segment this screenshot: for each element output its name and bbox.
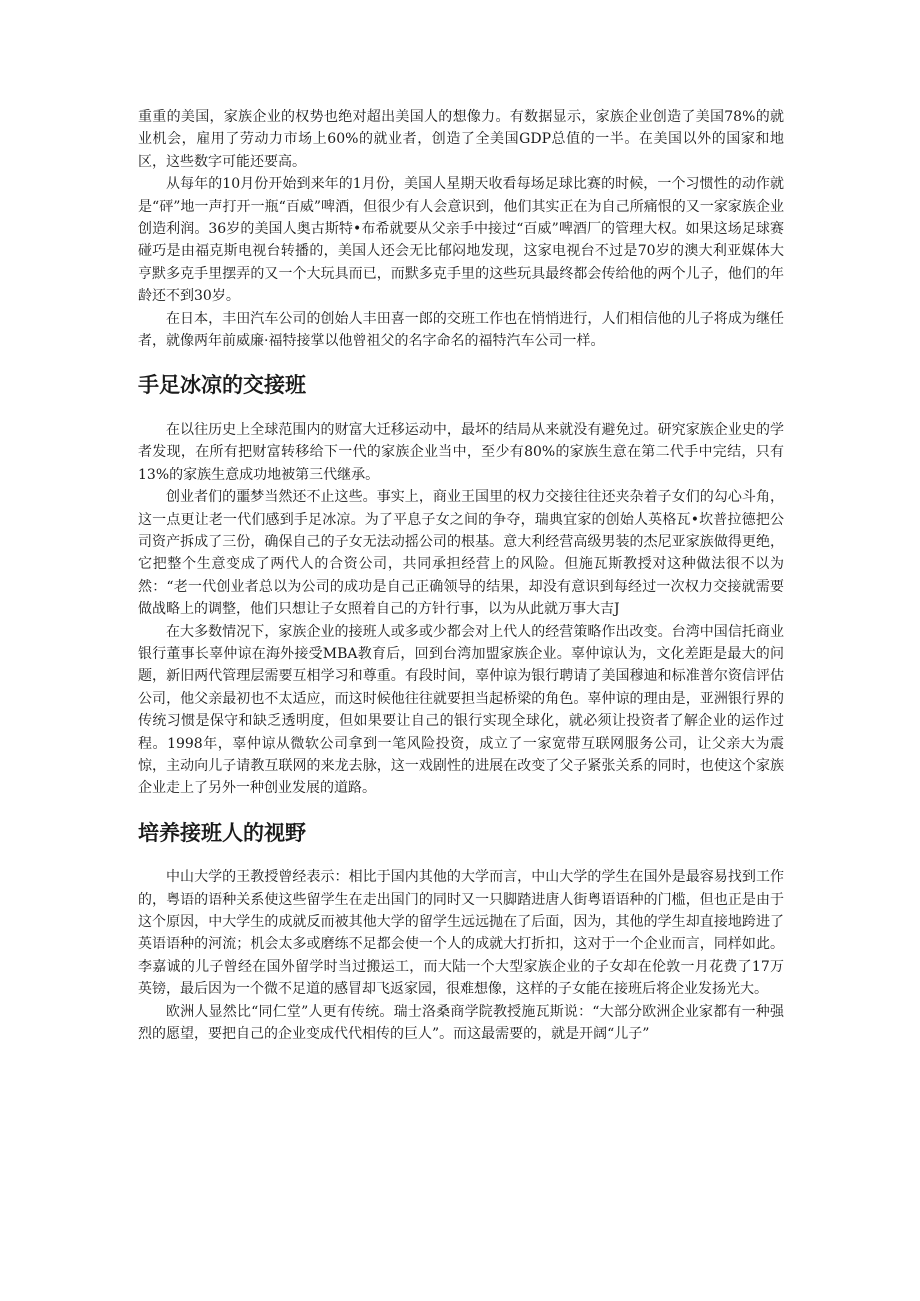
paragraph-sun-yat-sen-university: 中山大学的王教授曾经表示：相比于国内其他的大学而言，中山大学的学生在国外是最容易找到工作的，粤语的语种关系使这些留学生在走出国门的同时又一只脚踏进唐人街粤语语种的门槛，但也正是由于这个原因，中大学生的成就反而被其他大学的留学生远远抛在了后面，因为，其他的学生却直接地跨进了英语语种的河流；机会太多或磨练不足都会使一个人的成就大打折扣，这对于一个企业而言，同样如此。李嘉诚的儿子曾经在国外留学时当过搬运工，而大陆一个大型家族企业的子女却在伦敦一月花费了17万英镑，最后因为一个微不足道的感冒却飞返家园，很难想像，这样的子女能在接班后将企业发扬光大。 [138, 869, 784, 998]
paragraph-budweiser: 从每年的10月份开始到来年的1月份，美国人星期天收看每场足球比赛的时候，一个习惯性的动作就是“砰”地一声打开一瓶“百威”啤酒，但很少有人会意识到，他们其实正在为自己所痛恨的又一家家族企业创造利润。36岁的美国人奥古斯特•布希就要从父亲手中接过“百威”啤酒厂的管理大权。如果这场足球赛碰巧是由福克斯电视台转播的，美国人还会无比郁闷地发现，这家电视台不过是70岁的澳大利亚媒体大亨默多克手里摆弄的又一个大玩具而已，而默多克手里的这些玩具最终都会传给他的两个儿子，他们的年龄还不到30岁。 [138, 176, 784, 305]
paragraph-wealth-transfer: 在以往历史上全球范围内的财富大迁移运动中，最坏的结局从来就没有避免过。研究家族企业史的学者发现，在所有把财富转移给下一代的家族企业当中，至少有80%的家族生意在第二代手中完结，只有13%的家族生意成功地被第三代继承。 [138, 421, 784, 483]
section-heading-successor-vision: 培养接班人的视野 [138, 819, 306, 845]
paragraph-ctbc-bank: 在大多数情况下，家族企业的接班人或多或少都会对上代人的经营策略作出改变。台湾中国信托商业银行董事长辜仲谅在海外接受MBA教育后，回到台湾加盟家族企业。辜仲谅认为，文化差距是最大的问题，新旧两代管理层需要互相学习和尊重。有段时间，辜仲谅为银行聘请了美国穆迪和标准普尔资信评估公司，他父亲最初也不太适应，而这时候他往往就要担当起桥梁的角色。辜仲谅的理由是，亚洲银行界的传统习惯是保守和缺乏透明度，但如果要让自己的银行实现全球化，就必须让投资者了解企业的运作过程。1998年，辜仲谅从微软公司拿到一笔风险投资，成立了一家宽带互联网服务公司，让父亲大为震惊，主动向儿子请教互联网的来龙去脉，这一戏剧性的进展在改变了父子紧张关系的同时，也使这个家族企业走上了另外一种创业发展的道路。 [138, 623, 784, 797]
paragraph-toyota: 在日本，丰田汽车公司的创始人丰田喜一郎的交班工作也在悄悄进行，人们相信他的儿子将成为继任者，就像两年前威廉·福特接掌以他曾祖父的名字命名的福特汽车公司一样。 [138, 310, 784, 350]
paragraph-europe-tradition: 欧洲人显然比“同仁堂”人更有传统。瑞士洛桑商学院教授施瓦斯说：“大部分欧洲企业家都有一种强烈的愿望，要把自己的企业变成代代相传的巨人”。而这最需要的，就是开阔“儿子” [138, 1003, 784, 1043]
document-page [138, 106, 784, 1045]
paragraph-intro-continuation: 重重的美国，家族企业的权势也绝对超出美国人的想像力。有数据显示，家族企业创造了美国78%的就业机会，雇用了劳动力市场上60%的就业者，创造了全美国GDP总值的一半。在美国以外的国家和地区，这些数字可能还要高。 [138, 109, 784, 170]
paragraph-founders-nightmare: 创业者们的噩梦当然还不止这些。事实上，商业王国里的权力交接往往还夹杂着子女们的勾心斗角，这一点更让老一代们感到手足冰凉。为了平息子女之间的争夺，瑞典宜家的创始人英格瓦•坎普拉德把公司资产拆成了三份，确保自己的子女无法动摇公司的根基。意大利经营高级男装的杰尼亚家族做得更绝，它把整个生意变成了两代人的合资公司，共同承担经营上的风险。但施瓦斯教授对这种做法很不以为然：“老一代创业者总以为公司的成功是自己正确领导的结果，却没有意识到每经过一次权力交接就需要做战略上的调整，他们只想让子女照着自己的方针行事，以为从此就万事大吉J [138, 489, 784, 618]
section-heading-succession: 手足冰凉的交接班 [138, 372, 306, 398]
